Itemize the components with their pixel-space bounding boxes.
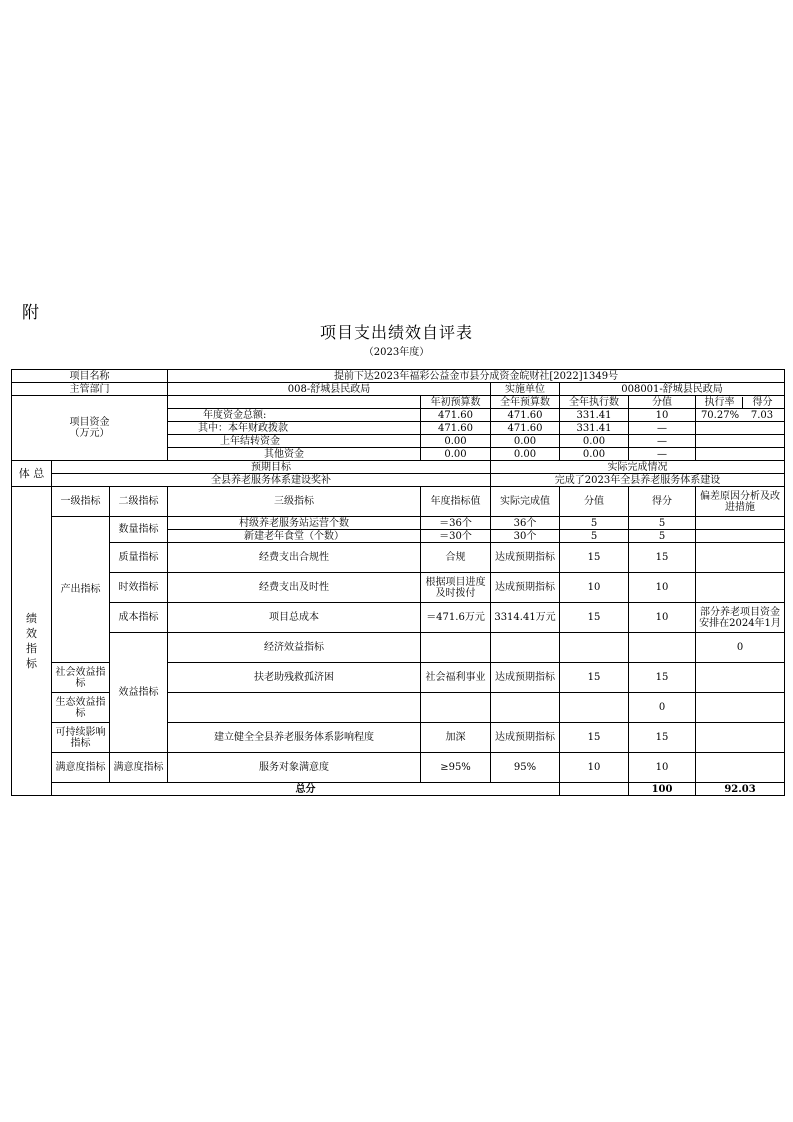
indicator-name: 服务对象满意度 <box>168 753 421 783</box>
goals-header-row <box>12 461 785 474</box>
total-row <box>12 783 785 796</box>
col-rate-score <box>696 396 785 409</box>
indicator-target: 合规 <box>421 543 491 573</box>
funds-row-label: 上年结转资金 <box>168 435 421 448</box>
indicator-actual: 达成预期指标 <box>491 723 560 753</box>
total-score: 92.03 <box>696 783 785 796</box>
indicator-target: ≥95% <box>421 753 491 783</box>
funds-row-initial: 0.00 <box>421 448 491 461</box>
expected-goal-label: 预期目标 <box>52 461 491 474</box>
impl-value: 008001-舒城县民政局 <box>560 383 785 396</box>
impl-label: 实施单位 <box>491 383 560 396</box>
performance-indicator-label: 绩 效 指 标 <box>12 487 52 796</box>
funds-row-rate-score <box>696 435 785 448</box>
funds-row-initial: 471.60 <box>421 422 491 435</box>
indicator-actual: 36个 <box>491 517 560 530</box>
funds-row-value: — <box>629 422 696 435</box>
indicator-score: 10 <box>629 573 696 603</box>
funds-label-line1: 项目资金 <box>69 417 110 428</box>
indicator-value: 15 <box>560 663 629 693</box>
quality-indicator-label: 质量指标 <box>110 543 168 573</box>
indicator-target: ＝30个 <box>421 530 491 543</box>
page-title: 项目支出绩效自评表 <box>319 323 473 342</box>
output-indicator-label: 产出指标 <box>52 517 110 663</box>
indicator-name: 项目总成本 <box>168 603 421 633</box>
indicator-reason: 部分养老项目资金安排在2024年1月 <box>696 603 785 633</box>
indicator-reason <box>696 517 785 530</box>
indicator-score: 0 <box>696 633 785 663</box>
quantity-indicator-label: 数量指标 <box>110 517 168 543</box>
funds-row-score: 7.03 <box>750 409 774 421</box>
indicator-target <box>491 633 560 663</box>
year-subtitle: （2023年度） <box>363 347 430 358</box>
indicator-actual: 95% <box>491 753 560 783</box>
col-reason: 偏差原因分析及改进措施 <box>696 487 785 517</box>
funds-row-full: 471.60 <box>491 422 560 435</box>
indicator-score: 15 <box>629 543 696 573</box>
benefit-indicator-label: 效益指标 <box>110 633 168 753</box>
indicator-reason <box>696 530 785 543</box>
indicator-value: 5 <box>560 517 629 530</box>
ecological-indicator-label: 生态效益指标 <box>52 693 110 723</box>
indicator-score: 0 <box>629 693 696 723</box>
indicator-target: 社会福利事业 <box>421 663 491 693</box>
dept-label: 主管部门 <box>12 383 168 396</box>
indicator-name <box>168 693 421 723</box>
funds-row-label: 其中：本年财政拨款 <box>168 422 421 435</box>
department-row <box>12 383 785 396</box>
project-name-value: 提前下达2023年福彩公益金市县分成资金皖财社[2022]1349号 <box>168 370 785 383</box>
col-budget-initial: 年初预算数 <box>421 396 491 409</box>
indicator-reason <box>696 543 785 573</box>
indicator-target <box>421 693 491 723</box>
funds-row-rate-score <box>696 422 785 435</box>
indicator-value: 15 <box>560 543 629 573</box>
funds-row-rate-score <box>696 448 785 461</box>
funds-row-exec: 331.41 <box>560 409 629 422</box>
indicator-reason <box>696 663 785 693</box>
funds-row-value: 10 <box>629 409 696 422</box>
indicator-reason <box>696 573 785 603</box>
indicator-score: 15 <box>629 663 696 693</box>
indicator-value <box>629 633 696 663</box>
total-blank <box>560 783 629 796</box>
indicator-actual: 3314.41万元 <box>491 603 560 633</box>
indicator-name: 村级养老服务站运营个数 <box>168 517 421 530</box>
goals-label: 体 总 <box>12 461 52 487</box>
indicator-target: 加深 <box>421 723 491 753</box>
col-level2: 二级指标 <box>110 487 168 517</box>
expected-goal: 全县养老服务体系建设奖补 <box>52 474 491 487</box>
total-label: 总分 <box>52 783 560 796</box>
indicator-row <box>12 633 785 663</box>
satisfaction-indicator-label: 满意度指标 <box>52 753 110 783</box>
col-exec: 全年执行数 <box>560 396 629 409</box>
indicator-actual <box>491 693 560 723</box>
col-value: 分值 <box>560 487 629 517</box>
indicator-value: 5 <box>560 530 629 543</box>
col-actual: 实际完成值 <box>491 487 560 517</box>
indicator-actual: 达成预期指标 <box>491 543 560 573</box>
indicator-name: 新建老年食堂（个数） <box>168 530 421 543</box>
col-score: 得分 <box>629 487 696 517</box>
cost-indicator-label: 成本指标 <box>110 603 168 633</box>
funds-header-row <box>12 396 785 409</box>
indicator-target: 根据项目进度及时拨付 <box>421 573 491 603</box>
indicator-score: 15 <box>629 723 696 753</box>
funds-label <box>12 396 168 461</box>
indicator-actual <box>560 633 629 663</box>
indicator-reason <box>696 723 785 753</box>
indicator-score: 5 <box>629 517 696 530</box>
col-rate: 执行率 <box>698 397 743 408</box>
funds-row-initial: 471.60 <box>421 409 491 422</box>
indicator-row <box>12 517 785 530</box>
indicator-name <box>421 633 491 663</box>
indicator-row <box>12 603 785 633</box>
indicator-value: 10 <box>560 573 629 603</box>
satisfaction-sub-label: 满意度指标 <box>110 753 168 783</box>
indicator-score: 5 <box>629 530 696 543</box>
indicator-value: 15 <box>560 723 629 753</box>
indicator-reason <box>696 753 785 783</box>
sustainable-indicator-label: 可持续影响指标 <box>52 723 110 753</box>
indicator-row <box>12 573 785 603</box>
funds-row-value: — <box>629 435 696 448</box>
indicator-score: 10 <box>629 753 696 783</box>
funds-row-exec: 331.41 <box>560 422 629 435</box>
indicator-actual: 30个 <box>491 530 560 543</box>
indicator-actual: 达成预期指标 <box>491 573 560 603</box>
funds-row-label: 年度资金总额: <box>168 409 421 422</box>
funds-row-exec: 0.00 <box>560 435 629 448</box>
indicator-value: 15 <box>560 603 629 633</box>
indicator-value: 10 <box>560 753 629 783</box>
funds-row-rate-score <box>696 409 785 422</box>
funds-row-initial: 0.00 <box>421 435 491 448</box>
funds-row-rate: 70.27% <box>700 409 740 421</box>
indicator-row <box>12 543 785 573</box>
col-score-value: 分值 <box>629 396 696 409</box>
funds-row-value: — <box>629 448 696 461</box>
indicator-name: 经费支出合规性 <box>168 543 421 573</box>
indicator-actual: 达成预期指标 <box>491 663 560 693</box>
actual-completion-label: 实际完成情况 <box>491 461 785 474</box>
evaluation-table <box>11 369 785 796</box>
funds-header-blank <box>168 396 421 409</box>
attachment-mark: 附 <box>22 303 39 323</box>
indicator-row <box>12 753 785 783</box>
project-name-row <box>12 370 785 383</box>
indicator-target: ＝36个 <box>421 517 491 530</box>
col-target: 年度指标值 <box>421 487 491 517</box>
indicator-name: 扶老助残救孤济困 <box>168 663 421 693</box>
col-budget-full: 全年预算数 <box>491 396 560 409</box>
funds-label-line2: （万元） <box>69 428 110 439</box>
actual-completion: 完成了2023年全县养老服务体系建设 <box>491 474 785 487</box>
dept-value: 008-舒城县民政局 <box>168 383 491 396</box>
funds-row-label: 其他资金 <box>168 448 421 461</box>
indicator-reason <box>696 693 785 723</box>
indicator-name: 建立健全全县养老服务体系影响程度 <box>168 723 421 753</box>
funds-row-exec: 0.00 <box>560 448 629 461</box>
funds-row-full: 0.00 <box>491 435 560 448</box>
indicator-score: 10 <box>629 603 696 633</box>
timeliness-indicator-label: 时效指标 <box>110 573 168 603</box>
col-level1: 一级指标 <box>52 487 110 517</box>
indicator-name: 经费支出及时性 <box>168 573 421 603</box>
total-value: 100 <box>629 783 696 796</box>
indicator-header-row <box>12 487 785 517</box>
indicator-value <box>560 693 629 723</box>
col-level3: 三级指标 <box>168 487 421 517</box>
funds-row-full: 0.00 <box>491 448 560 461</box>
project-name-label: 项目名称 <box>12 370 168 383</box>
funds-row-full: 471.60 <box>491 409 560 422</box>
indicator-target: ＝471.6万元 <box>421 603 491 633</box>
social-indicator-label: 社会效益指标 <box>52 663 110 693</box>
goals-row <box>12 474 785 487</box>
economic-indicator-label: 经济效益指标 <box>168 633 421 663</box>
col-score: 得分 <box>752 396 773 408</box>
